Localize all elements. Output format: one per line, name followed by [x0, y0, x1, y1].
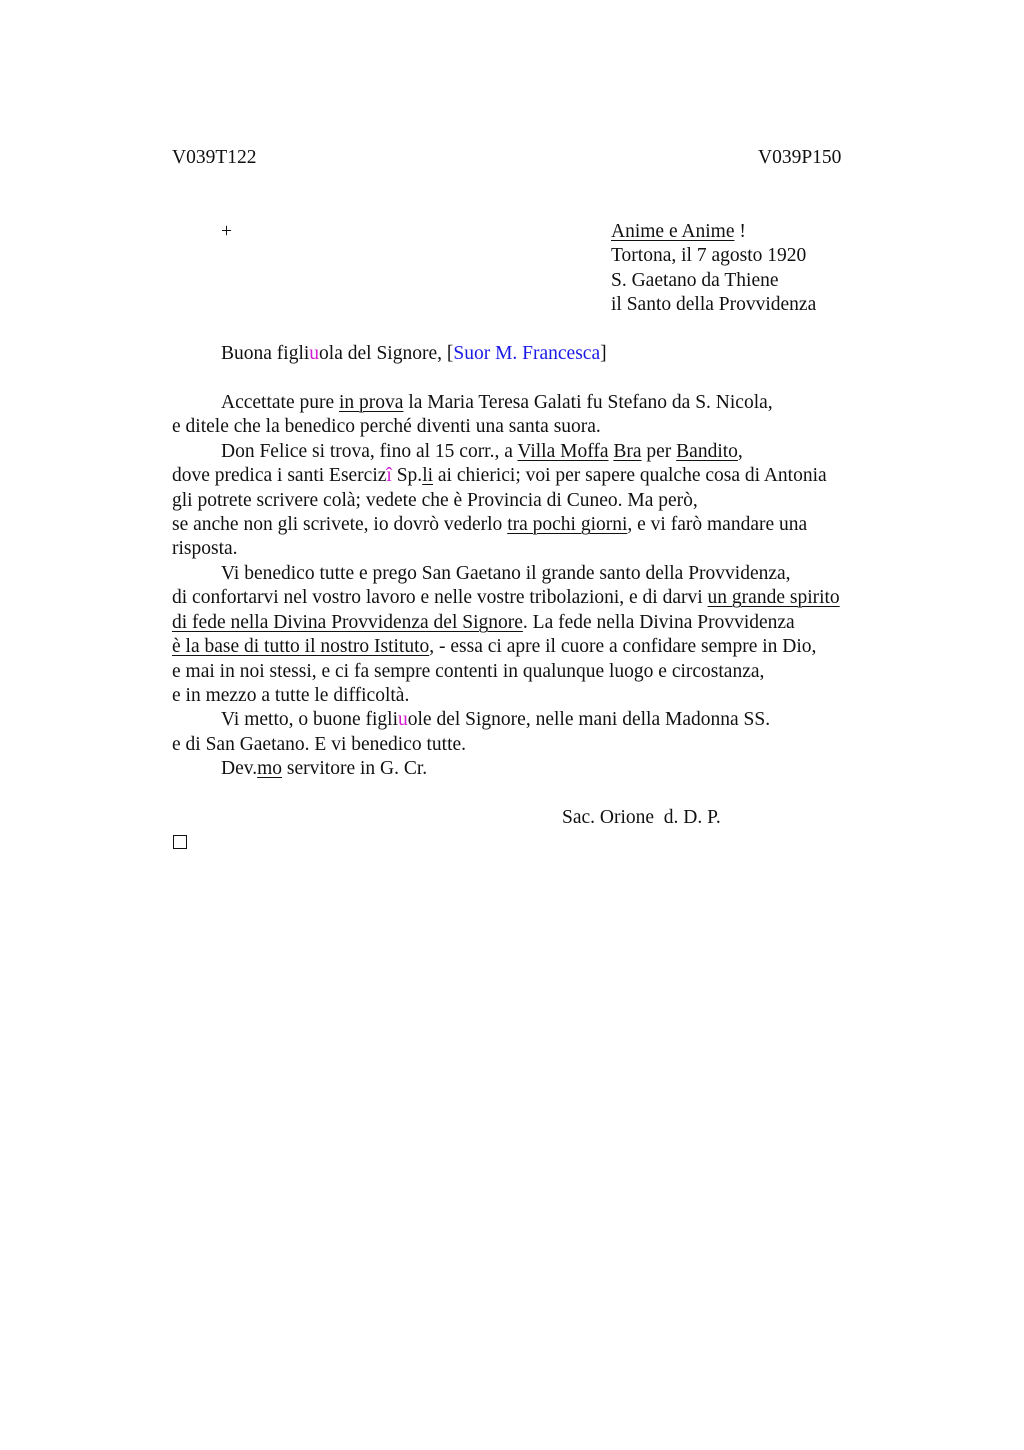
motto-tail: ! — [734, 221, 746, 242]
l4-a: dove predica i santi Eserciz — [172, 465, 387, 486]
signature: Sac. Orione d. D. P. — [562, 807, 721, 828]
dateline-place-date: Tortona, il 7 agosto 1920 — [611, 245, 807, 266]
l10-b: . La fede nella Divina Provvidenza — [522, 612, 795, 633]
l16-a: Dev. — [221, 758, 258, 779]
dateline-saint-title: il Santo della Provvidenza — [611, 294, 817, 315]
header-left-code: V039T122 — [172, 147, 257, 168]
l3-e: per — [641, 441, 677, 462]
l4-c: Sp. — [391, 465, 423, 486]
body-line-8: Vi benedico tutte e prego San Gaetano il grande santo della Provvidenza, — [221, 563, 791, 584]
l4-e: ai chierici; voi per sapere qualche cosa di Antonia — [433, 465, 827, 486]
l9-a: di confortarvi nel vostro lavoro e nelle vostre tribolazioni, e di darvi — [172, 587, 708, 608]
l14-c: ole del Signore, nelle mani della Madonna SS. — [407, 709, 771, 730]
l1-b: in prova — [339, 392, 404, 413]
header-right-code: V039P150 — [758, 147, 842, 168]
end-box-symbol — [173, 835, 187, 849]
body-line-12: e mai in noi stessi, e ci fa sempre contenti in qualunque luogo e circostanza, — [172, 661, 765, 682]
l16-c: servitore in G. Cr. — [282, 758, 428, 779]
greeting-c: ola del Signore, [ — [319, 343, 454, 364]
l6-b: tra pochi giorni — [507, 514, 628, 535]
l6-c: , e vi farò mandare una — [627, 514, 808, 535]
body-line-10 — [172, 611, 795, 635]
l3-f: Bandito — [676, 441, 738, 462]
motto-text: Anime e Anime — [611, 221, 735, 242]
body-line-11 — [172, 635, 816, 659]
l3-a: Don Felice si trova, fino al 15 corr., a — [221, 441, 518, 462]
body-line-15: e di San Gaetano. E vi benedico tutte. — [172, 734, 467, 755]
cross-symbol: + — [221, 221, 232, 242]
l11-b: , - essa ci apre il cuore a confidare sempre in Dio, — [429, 636, 817, 657]
l14-a: Vi metto, o buone figli — [221, 709, 399, 730]
l1-c: la Maria Teresa Galati fu Stefano da S. Nicola, — [403, 392, 773, 413]
body-line-13: e in mezzo a tutte le difficoltà. — [172, 685, 410, 706]
l9-b: un grande spirito — [707, 587, 840, 608]
body-line-2: e ditele che la benedico perché diventi una santa suora. — [172, 416, 601, 437]
body-line-4 — [172, 464, 827, 488]
l3-b: Villa Moffa — [517, 441, 609, 462]
dateline-motto — [611, 220, 746, 244]
l3-g: , — [737, 441, 743, 462]
greeting-b: u — [309, 343, 320, 364]
greeting-close: ] — [600, 343, 607, 364]
body-line-1 — [221, 391, 773, 415]
l4-d: li — [422, 465, 434, 486]
greeting-name: Suor M. Francesca — [453, 343, 601, 364]
body-line-3 — [221, 440, 743, 464]
body-line-9 — [172, 586, 840, 610]
l4-b: î — [386, 465, 392, 486]
l3-d: Bra — [613, 441, 642, 462]
l14-b: u — [398, 709, 408, 730]
greeting — [221, 342, 607, 366]
l10-a: di fede nella Divina Provvidenza del Signore — [172, 612, 523, 633]
body-line-14 — [221, 708, 770, 732]
greeting-a: Buona figli — [221, 343, 310, 364]
dateline-saint: S. Gaetano da Thiene — [611, 270, 779, 291]
l16-b: mo — [257, 758, 283, 779]
body-line-6 — [172, 513, 807, 537]
l1-a: Accettate pure — [221, 392, 340, 413]
body-line-7: risposta. — [172, 538, 238, 559]
body-line-5: gli potrete scrivere colà; vedete che è Provincia di Cuneo. Ma però, — [172, 490, 698, 511]
l11-a: è la base di tutto il nostro Istituto — [172, 636, 430, 657]
l6-a: se anche non gli scrivete, io dovrò vederlo — [172, 514, 508, 535]
body-line-16 — [221, 757, 427, 781]
